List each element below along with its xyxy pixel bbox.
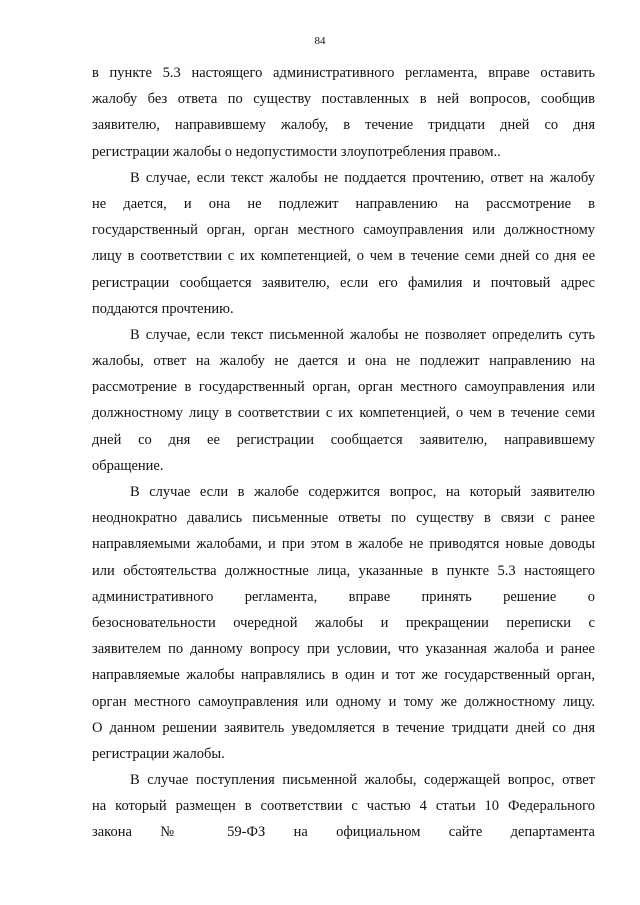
text-line: регистрации сообщается заявителю, если его фамилия и почтовый адрес [92,274,595,291]
document-body [92,60,595,846]
text-line: жалобы, ответ на жалобу не дается и она не подлежит направлению на [92,353,595,370]
text-line: В случае поступления письменной жалобы, содержащей вопрос, ответ [130,772,595,789]
text-line: заявителем по данному вопросу при условии, что указанная жалоба и ранее [92,641,595,658]
paragraph [92,165,595,322]
text-line: лицу в соответствии с их компетенцией, о чем в течение семи дней со дня ее [92,248,595,265]
paragraph [92,60,595,165]
text-line: безосновательности очередной жалобы и прекращении переписки с [92,614,595,631]
text-line: рассмотрение в государственный орган, орган местного самоуправления или [92,379,595,396]
text-line: неоднократно давались письменные ответы по существу в связи с ранее [92,510,595,527]
text-line: на который размещен в соответствии с частью 4 статьи 10 Федерального [92,798,595,815]
text-line: дней со дня ее регистрации сообщается заявителю, направившему [92,431,595,448]
paragraph [92,322,595,479]
text-line: орган местного самоуправления или одному и тому же должностному лицу. [92,693,595,710]
text-line: В случае если в жалобе содержится вопрос, на который заявителю [130,484,595,500]
text-line: закона № 59-ФЗ на официальном сайте департамента [92,824,595,841]
page-number: 84 [314,35,326,47]
text-line: регистрации жалобы. [92,745,225,762]
text-line: обращение. [92,457,164,474]
text-line: не дается, и она не подлежит направлению на рассмотрение в [92,195,595,212]
text-line: должностному лицу в соответствии с их компетенцией, о чем в течение семи [92,405,595,422]
text-line: административного регламента, вправе принять решение о [92,588,595,605]
text-line: заявителю, направившему жалобу, в течение тридцати дней со дня [92,117,595,134]
text-line: в пункте 5.3 настоящего административного регламента, вправе оставить [92,65,595,81]
text-line: поддаются прочтению. [92,300,234,317]
text-line: В случае, если текст жалобы не поддается прочтению, ответ на жалобу [130,169,595,186]
text-line: жалобу без ответа по существу поставленных в ней вопросов, сообщив [92,91,595,108]
text-line: государственный орган, орган местного самоуправления или должностному [92,222,595,239]
text-line: В случае, если текст письменной жалобы не позволяет определить суть [130,326,595,343]
text-line: О данном решении заявитель уведомляется в течение тридцати дней со дня [92,719,595,736]
text-line: регистрации жалобы о недопустимости злоупотребления правом.. [92,143,501,160]
text-line: или обстоятельства должностные лица, указанные в пункте 5.3 настоящего [92,562,595,579]
text-line: направляемые жалобы направлялись в один и тот же государственный орган, [92,667,595,684]
paragraph [92,479,595,767]
text-line: направляемыми жалобами, и при этом в жалобе не приводятся новые доводы [92,536,595,553]
paragraph [92,767,595,846]
